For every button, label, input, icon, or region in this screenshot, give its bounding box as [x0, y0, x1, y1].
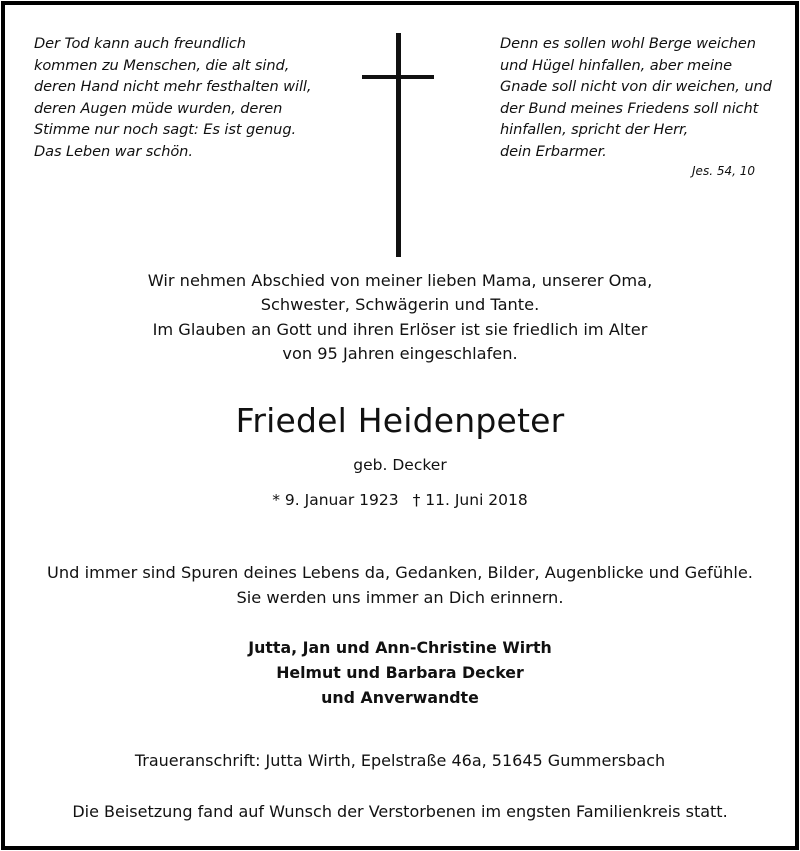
deceased-name: Friedel Heidenpeter — [235, 401, 565, 440]
remembrance-text — [5, 560, 795, 610]
remembrance-line: Und immer sind Spuren deines Lebens da, Gedanken, Bilder, Augenblicke und Gefühle. — [47, 563, 753, 582]
mourner-line: Helmut und Barbara Decker — [276, 663, 524, 682]
poem-left-line: deren Augen müde wurden, deren — [34, 99, 283, 117]
death-date: † 11. Juni 2018 — [412, 491, 528, 509]
farewell-line: Im Glauben an Gott und ihren Erlöser ist sie friedlich im Alter — [152, 319, 648, 339]
poem-right-line: Denn es sollen wohl Berge weichen — [500, 35, 756, 52]
poem-left-line: deren Hand nicht mehr festhalten will, — [34, 78, 312, 96]
poem-right-line: hinfallen, spricht der Herr, — [500, 121, 689, 139]
poem-right-line: und Hügel hinfallen, aber meine — [500, 56, 733, 74]
obituary-content — [5, 5, 795, 846]
life-dates — [5, 489, 795, 511]
poem-right-line: dein Erbarmer. — [500, 142, 607, 160]
poem-left-line: Das Leben war schön. — [34, 142, 193, 160]
cross-vertical-bar — [396, 33, 401, 257]
birth-date: * 9. Januar 1923 — [272, 491, 399, 509]
poem-left-line: Der Tod kann auch freundlich — [34, 35, 246, 52]
farewell-line: von 95 Jahren eingeschlafen. — [282, 344, 518, 364]
poem-left-line: Stimme nur noch sagt: Es ist genug. — [34, 121, 297, 139]
poem-left — [34, 33, 311, 163]
bible-verse-reference: Jes. 54, 10 — [692, 164, 755, 178]
poem-right-line: der Bund meines Friedens soll nicht — [500, 99, 759, 117]
poem-left-line: kommen zu Menschen, die alt sind, — [34, 56, 290, 74]
mourning-address: Traueranschrift: Jutta Wirth, Epelstraße 46a, 51645 Gummersbach — [134, 751, 666, 770]
poem-right — [500, 33, 772, 163]
farewell-line: Wir nehmen Abschied von meiner lieben Mama, unserer Oma, — [147, 271, 653, 290]
remembrance-line: Sie werden uns immer an Dich erinnern. — [236, 588, 564, 607]
cross-horizontal-bar — [362, 75, 434, 79]
mourner-line: Jutta, Jan und Ann-Christine Wirth — [248, 638, 552, 657]
burial-note: Die Beisetzung fand auf Wunsch der Verstorbenen im engsten Familienkreis statt. — [72, 802, 728, 821]
farewell-line: Schwester, Schwägerin und Tante. — [260, 295, 540, 315]
maiden-name: geb. Decker — [353, 456, 447, 474]
mourners-list — [5, 635, 795, 710]
farewell-text — [5, 269, 795, 367]
mourner-line: und Anverwandte — [321, 688, 479, 707]
poem-right-line: Gnade soll nicht von dir weichen, und — [500, 78, 772, 96]
cross-icon — [362, 33, 434, 257]
obituary-border — [1, 1, 799, 850]
